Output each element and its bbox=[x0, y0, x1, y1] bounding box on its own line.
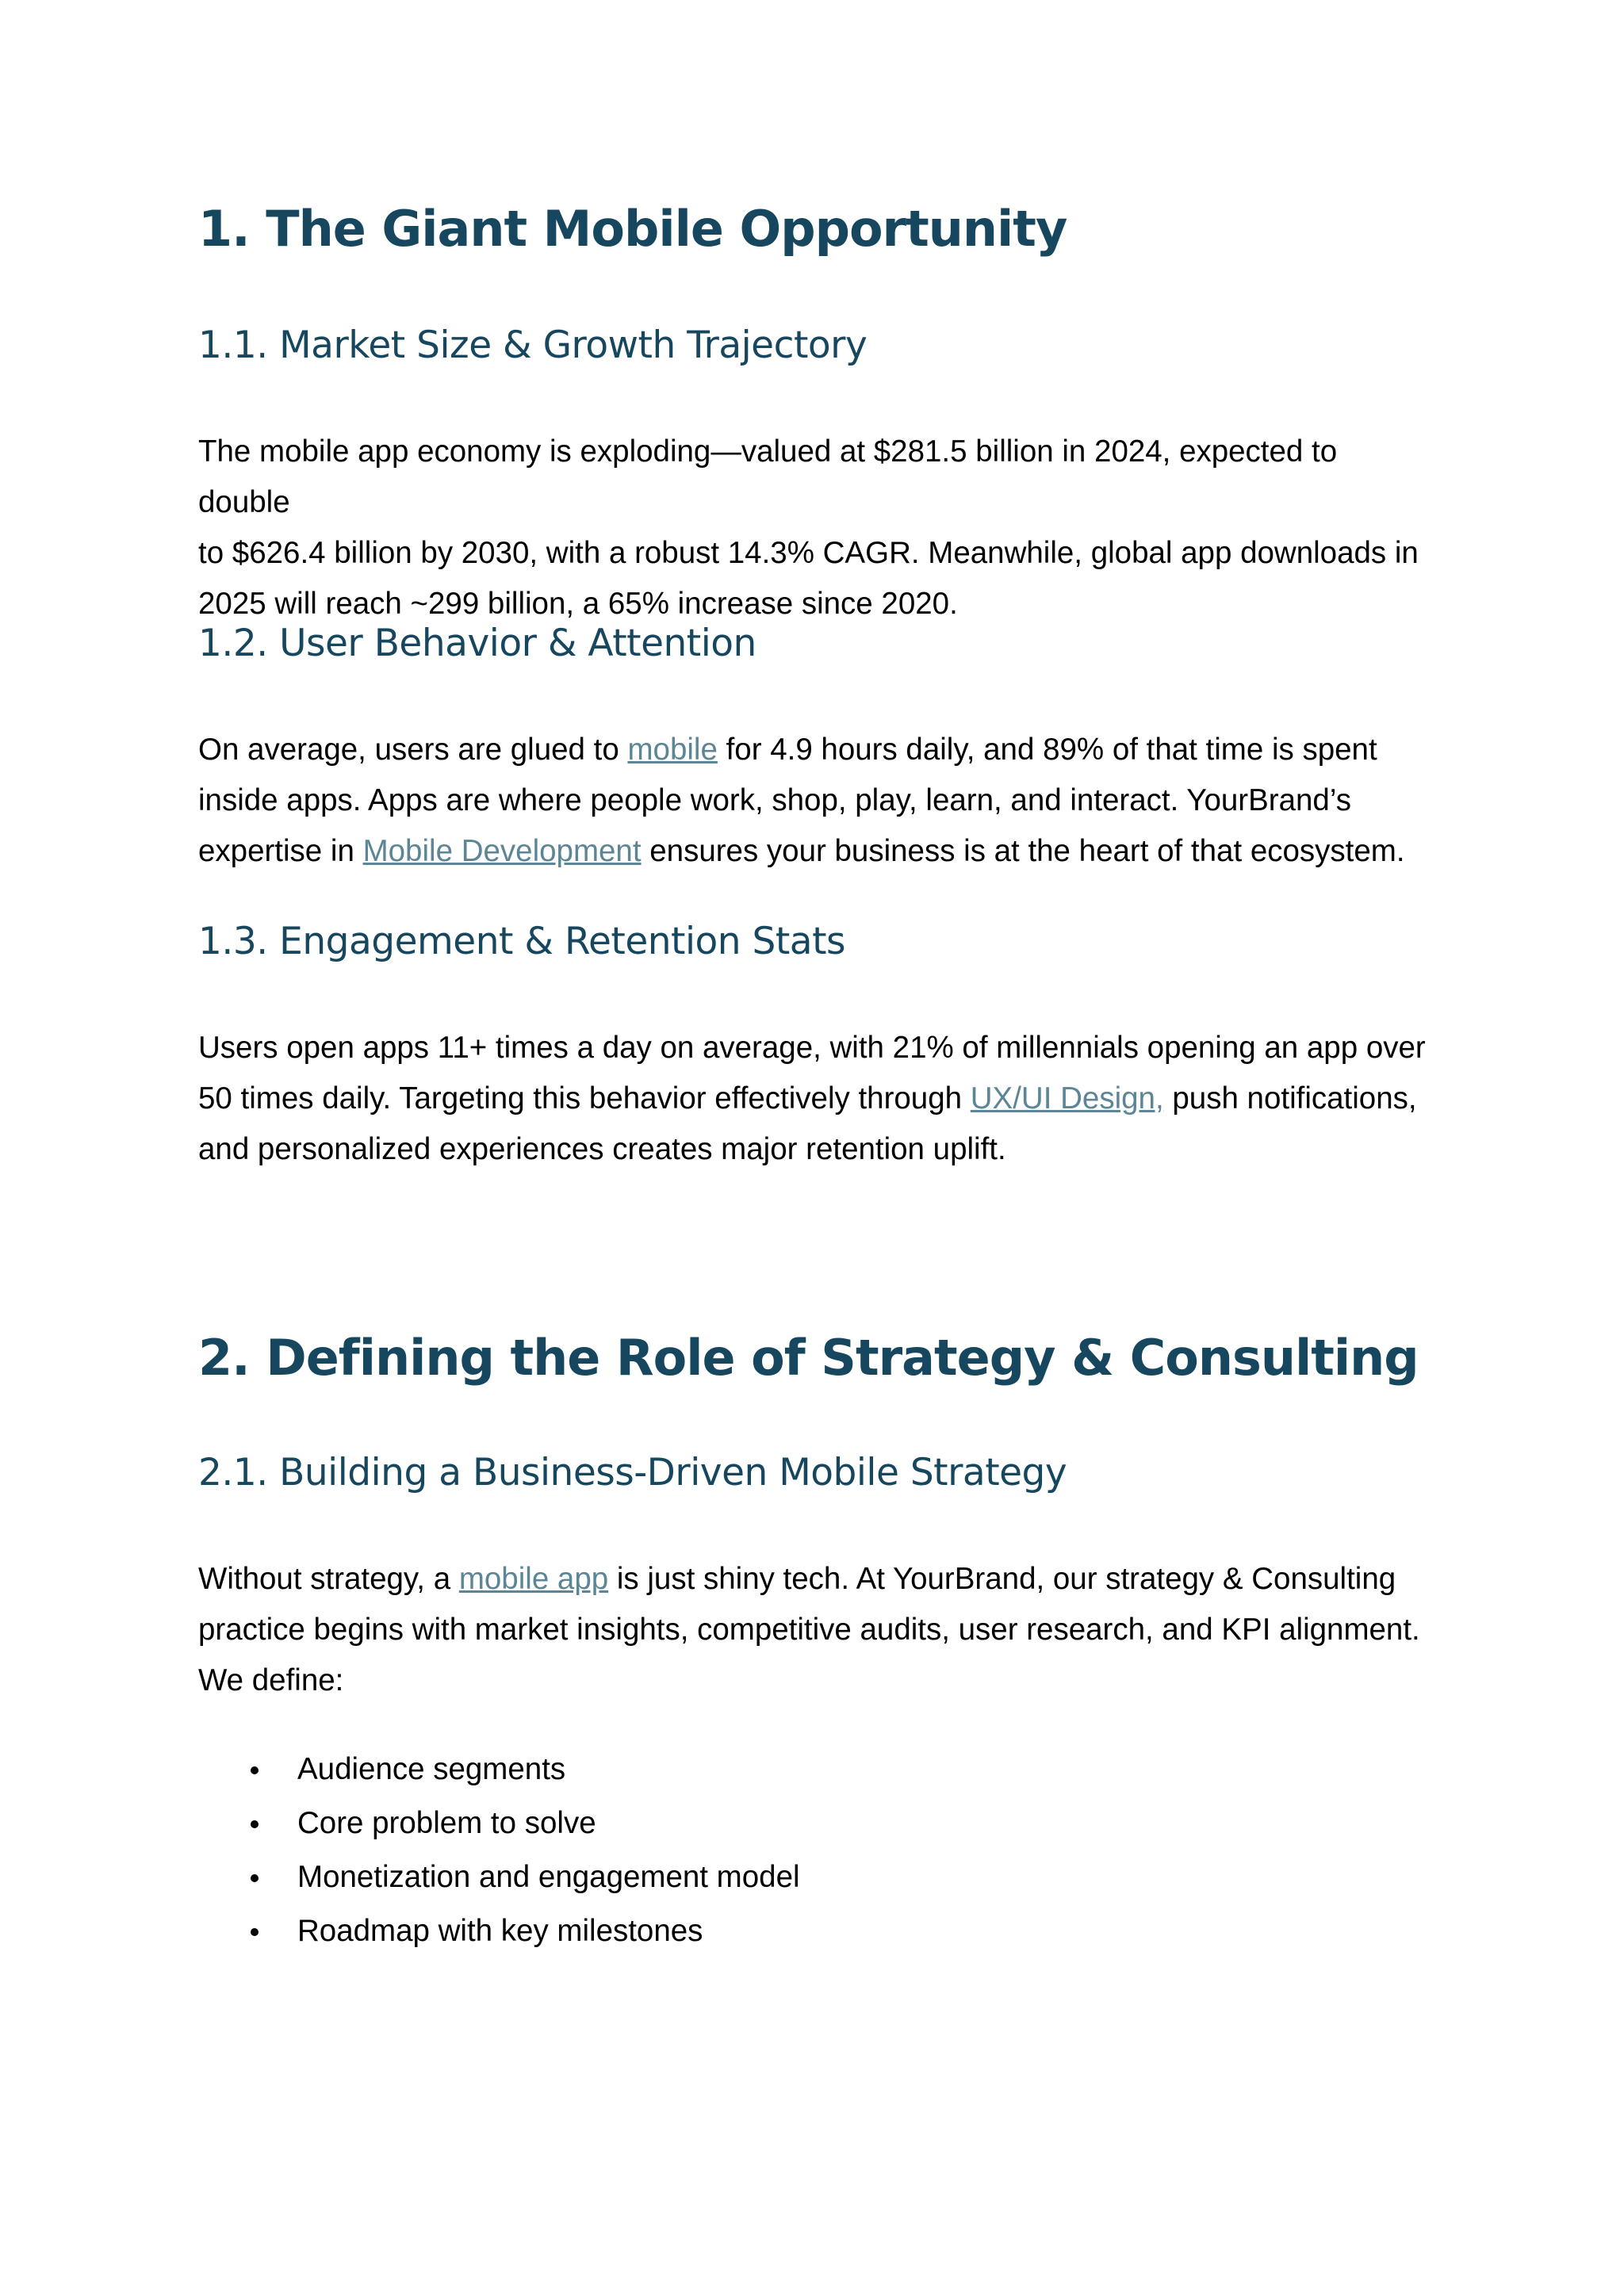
list-item bbox=[198, 1743, 800, 1797]
section-1-2-paragraph bbox=[198, 725, 1435, 877]
text-segment: ensures your business is at the heart of that ecosystem. bbox=[641, 834, 1405, 868]
text-segment: push notifications, bbox=[1163, 1081, 1417, 1115]
mobile-app-link[interactable]: mobile app bbox=[458, 1562, 609, 1596]
list-item bbox=[198, 1797, 800, 1850]
section-1-3-heading: 1.3. Engagement & Retention Stats bbox=[198, 920, 845, 963]
ux-ui-design-link[interactable]: UX/UI Design, bbox=[970, 1081, 1164, 1115]
list-item bbox=[198, 1850, 800, 1904]
bullet-icon bbox=[251, 1928, 259, 1936]
strategy-bullet-list bbox=[198, 1743, 800, 1958]
section-1-heading: 1. The Giant Mobile Opportunity bbox=[198, 200, 1067, 258]
section-2-1-heading: 2.1. Building a Business-Driven Mobile Strategy bbox=[198, 1451, 1067, 1494]
text-segment: On average, users are glued to bbox=[198, 733, 628, 767]
list-item-text: Audience segments bbox=[297, 1752, 566, 1786]
mobile-development-link[interactable]: Mobile Development bbox=[362, 834, 642, 868]
section-2-heading: 2. Defining the Role of Strategy & Consulting bbox=[198, 1329, 1419, 1387]
text-line: inside apps. Apps are where people work, shop, play, learn, and interact. YourBrand’s bbox=[198, 783, 1351, 817]
text-segment: Without strategy, a bbox=[198, 1562, 459, 1596]
text-line: We define: bbox=[198, 1663, 344, 1697]
section-1-1-heading: 1.1. Market Size & Growth Trajectory bbox=[198, 323, 868, 367]
text-line: practice begins with market insights, competitive audits, user research, and KPI alignment. bbox=[198, 1613, 1420, 1647]
list-item-text: Roadmap with key milestones bbox=[297, 1914, 703, 1948]
text-line: 2025 will reach ~299 billion, a 65% increase since 2020. bbox=[198, 587, 958, 621]
text-segment: for 4.9 hours daily, and 89% of that time is spent bbox=[717, 733, 1377, 767]
bullet-icon bbox=[251, 1874, 259, 1882]
section-1-1-paragraph bbox=[198, 427, 1435, 629]
text-line: The mobile app economy is exploding—valued at $281.5 billion in 2024, expected to double bbox=[198, 434, 1338, 519]
text-segment: is just shiny tech. At YourBrand, our strategy & Consulting bbox=[608, 1562, 1396, 1596]
list-item bbox=[198, 1904, 800, 1958]
text-line: Users open apps 11+ times a day on average, with 21% of millennials opening an app over bbox=[198, 1031, 1426, 1065]
section-2-1-paragraph bbox=[198, 1554, 1435, 1706]
mobile-link[interactable]: mobile bbox=[627, 733, 718, 767]
text-line: and personalized experiences creates major retention uplift. bbox=[198, 1132, 1006, 1166]
list-item-text: Monetization and engagement model bbox=[297, 1860, 800, 1894]
section-1-2-heading: 1.2. User Behavior & Attention bbox=[198, 622, 756, 665]
bullet-icon bbox=[251, 1820, 259, 1828]
text-segment: expertise in bbox=[198, 834, 363, 868]
section-1-3-paragraph bbox=[198, 1023, 1435, 1175]
document-page bbox=[198, 0, 1435, 2296]
list-item-text: Core problem to solve bbox=[297, 1806, 596, 1840]
text-line: to $626.4 billion by 2030, with a robust 14.3% CAGR. Meanwhile, global app downloads in bbox=[198, 536, 1419, 570]
text-segment: 50 times daily. Targeting this behavior effectively through bbox=[198, 1081, 971, 1115]
bullet-icon bbox=[251, 1766, 259, 1774]
